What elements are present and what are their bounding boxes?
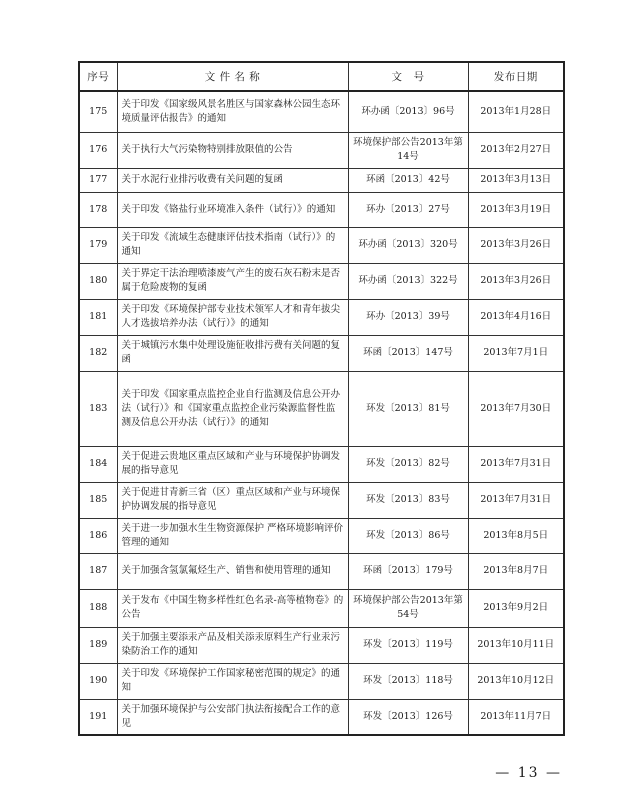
row-date: 2013年4月16日 [468, 299, 564, 335]
row-doc-number: 环函〔2013〕42号 [348, 168, 468, 192]
row-seq: 189 [79, 627, 117, 663]
row-seq: 180 [79, 263, 117, 299]
table-row [79, 482, 564, 518]
table-row [79, 299, 564, 335]
table-row [79, 132, 564, 168]
table-row [79, 91, 564, 132]
document-table [78, 61, 565, 736]
row-seq: 178 [79, 192, 117, 227]
row-title: 关于发布《中国生物多样性红色名录-高等植物卷》的公告 [117, 589, 348, 627]
row-seq: 176 [79, 132, 117, 168]
row-date: 2013年3月13日 [468, 168, 564, 192]
row-seq: 177 [79, 168, 117, 192]
row-date: 2013年7月31日 [468, 446, 564, 482]
row-doc-number: 环办〔2013〕39号 [348, 299, 468, 335]
table-row [79, 335, 564, 371]
row-seq: 190 [79, 663, 117, 699]
row-date: 2013年2月27日 [468, 132, 564, 168]
row-doc-number: 环办函〔2013〕96号 [348, 91, 468, 132]
page-number: — 13 — [495, 765, 562, 781]
row-seq: 185 [79, 482, 117, 518]
row-title: 关于加强环境保护与公安部门执法衔接配合工作的意见 [117, 699, 348, 735]
row-title: 关于印发《环境保护工作国家秘密范围的规定》的通知 [117, 663, 348, 699]
table-header-row [79, 62, 564, 91]
row-doc-number: 环发〔2013〕86号 [348, 518, 468, 553]
row-doc-number: 环境保护部公告2013年第54号 [348, 589, 468, 627]
row-doc-number: 环发〔2013〕81号 [348, 371, 468, 446]
table-row [79, 371, 564, 446]
row-seq: 186 [79, 518, 117, 553]
table-row [79, 553, 564, 589]
row-doc-number: 环境保护部公告2013年第14号 [348, 132, 468, 168]
row-doc-number: 环办〔2013〕27号 [348, 192, 468, 227]
row-date: 2013年7月1日 [468, 335, 564, 371]
row-seq: 179 [79, 227, 117, 263]
row-title: 关于水泥行业排污收费有关问题的复函 [117, 168, 348, 192]
row-date: 2013年11月7日 [468, 699, 564, 735]
table-row [79, 446, 564, 482]
row-doc-number: 环函〔2013〕179号 [348, 553, 468, 589]
row-title: 关于加强主要添汞产品及相关添汞原料生产行业汞污染防治工作的通知 [117, 627, 348, 663]
row-doc-number: 环发〔2013〕119号 [348, 627, 468, 663]
row-seq: 188 [79, 589, 117, 627]
row-doc-number: 环办函〔2013〕320号 [348, 227, 468, 263]
row-doc-number: 环发〔2013〕126号 [348, 699, 468, 735]
row-doc-number: 环发〔2013〕83号 [348, 482, 468, 518]
row-date: 2013年10月11日 [468, 627, 564, 663]
row-seq: 175 [79, 91, 117, 132]
header-seq: 序号 [79, 62, 117, 91]
row-seq: 182 [79, 335, 117, 371]
row-title: 关于印发《铬盐行业环境准入条件（试行）》的通知 [117, 192, 348, 227]
row-date: 2013年10月12日 [468, 663, 564, 699]
row-title: 关于印发《国家重点监控企业自行监测及信息公开办法（试行）》和《国家重点监控企业污染源监督性监测及信息公开办法（试行）》的通知 [117, 371, 348, 446]
row-date: 2013年3月26日 [468, 263, 564, 299]
table-row [79, 518, 564, 553]
header-date: 发布日期 [468, 62, 564, 91]
row-seq: 191 [79, 699, 117, 735]
table-row [79, 627, 564, 663]
table-row [79, 192, 564, 227]
row-title: 关于印发《环境保护部专业技术领军人才和青年拔尖人才选拔培养办法（试行）》的通知 [117, 299, 348, 335]
row-date: 2013年1月28日 [468, 91, 564, 132]
row-title: 关于界定干法治理喷漆废气产生的废石灰石粉末是否属于危险废物的复函 [117, 263, 348, 299]
row-title: 关于印发《流域生态健康评估技术指南（试行）》的通知 [117, 227, 348, 263]
row-title: 关于执行大气污染物特别排放限值的公告 [117, 132, 348, 168]
row-title: 关于城镇污水集中处理设施征收排污费有关问题的复函 [117, 335, 348, 371]
row-seq: 187 [79, 553, 117, 589]
header-title: 文 件 名 称 [117, 62, 348, 91]
row-doc-number: 环函〔2013〕147号 [348, 335, 468, 371]
row-doc-number: 环发〔2013〕82号 [348, 446, 468, 482]
row-seq: 181 [79, 299, 117, 335]
row-title: 关于促进甘青新三省（区）重点区域和产业与环境保护协调发展的指导意见 [117, 482, 348, 518]
row-seq: 184 [79, 446, 117, 482]
row-date: 2013年3月26日 [468, 227, 564, 263]
table-row [79, 168, 564, 192]
row-date: 2013年8月5日 [468, 518, 564, 553]
header-num: 文 号 [348, 62, 468, 91]
row-doc-number: 环办函〔2013〕322号 [348, 263, 468, 299]
row-title: 关于促进云贵地区重点区域和产业与环境保护协调发展的指导意见 [117, 446, 348, 482]
table-row [79, 663, 564, 699]
table-row [79, 227, 564, 263]
row-title: 关于进一步加强水生生物资源保护 严格环境影响评价管理的通知 [117, 518, 348, 553]
row-seq: 183 [79, 371, 117, 446]
row-date: 2013年8月7日 [468, 553, 564, 589]
row-date: 2013年7月31日 [468, 482, 564, 518]
row-date: 2013年9月2日 [468, 589, 564, 627]
table-row [79, 589, 564, 627]
row-title: 关于印发《国家级风景名胜区与国家森林公园生态环境质量评估报告》的通知 [117, 91, 348, 132]
row-date: 2013年7月30日 [468, 371, 564, 446]
table-row [79, 263, 564, 299]
row-date: 2013年3月19日 [468, 192, 564, 227]
row-doc-number: 环发〔2013〕118号 [348, 663, 468, 699]
row-title: 关于加强含氢氯氟烃生产、销售和使用管理的通知 [117, 553, 348, 589]
table-row [79, 699, 564, 735]
